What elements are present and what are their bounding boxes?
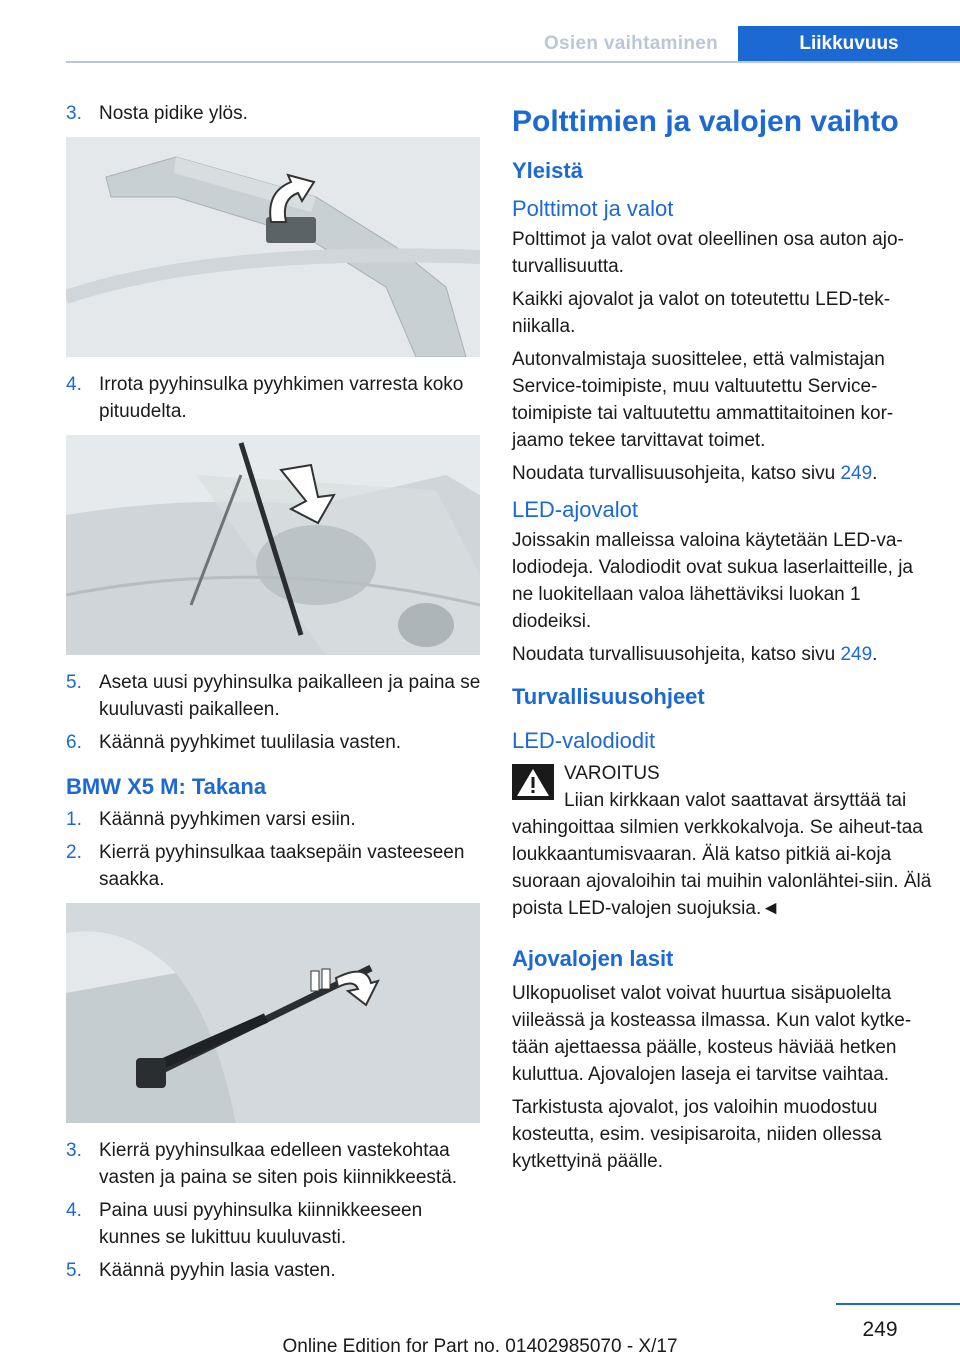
step-text: Käännä pyyhkimet tuulilasia vasten. (99, 732, 402, 753)
text-prefix: Noudata turvallisuusohjeita, katso sivu (512, 463, 841, 484)
step-number: 2. (66, 842, 82, 863)
step-number: 4. (66, 374, 82, 395)
led-paragraph-1: Joissakin malleissa valoina käytetään LED-va-lodiodeja. Valodiodit ovat sukua laserlaitteille, ja ne luokitellaan valoa lähettäviksi luokan 1 diodeiksi. (512, 530, 914, 632)
list-item (66, 1197, 482, 1251)
text-suffix: . (872, 644, 878, 665)
page-header (0, 0, 960, 62)
list-item (66, 669, 482, 723)
step-text: Irrota pyyhinsulka pyyhkimen varresta koko pituudelta. (99, 374, 464, 422)
list-item (66, 100, 482, 127)
bulbs-paragraph-3: Autonvalmistaja suosittelee, että valmistajan Service-toimipiste, muu valtuutettu Service-toimipiste tai valtuutettu ammattitaitoinen kor-jaamo tekee tarvittavat toimet. (512, 349, 894, 451)
text-prefix: Noudata turvallisuusohjeita, katso sivu (512, 644, 841, 665)
list-item (66, 1257, 482, 1284)
footer-rule (836, 1303, 960, 1305)
header-rule (66, 61, 960, 63)
step-text: Paina uusi pyyhinsulka kiinnikkeeseen kunnes se lukittuu kuuluvasti. (99, 1200, 423, 1248)
list-item (66, 806, 482, 833)
step-text: Käännä pyyhin lasia vasten. (99, 1260, 336, 1281)
chapter-title: Polttimien ja valojen vaihto (512, 105, 899, 138)
right-column (512, 100, 932, 1181)
lenses-paragraph-1: Ulkopuoliset valot voivat huurtua sisäpuolelta viileässä ja kosteassa ilmassa. Kun valot kytke-tään ajettaessa päälle, kosteus häviää hetken kuluttua. Ajovalojen laseja ei tarvitse vaihtaa. (512, 983, 912, 1085)
diodes-heading: LED-valodiodit (512, 728, 656, 753)
steps-a (66, 100, 482, 127)
list-item (66, 371, 482, 425)
led-heading: LED-ajovalot (512, 497, 638, 522)
warning-block (512, 760, 932, 922)
step-number: 5. (66, 672, 82, 693)
left-column (66, 100, 482, 1290)
figure-wiper-removal (66, 435, 480, 655)
warning-text: vahingoittaa silmien verkkokalvoja. Se aiheut-taa loukkaantumisvaaran. Älä katso pitkiä ai-koja suoraan ajovaloihin tai muihin valonlähtei-siin. Älä poista LED-valojen suojuksia.◄ (512, 817, 932, 919)
list-item (66, 839, 482, 893)
step-number: 1. (66, 809, 82, 830)
figure-rear-wiper (66, 903, 480, 1123)
warning-line-1: Liian kirkkaan valot saattavat ärsyttää tai (564, 790, 907, 811)
step-number: 5. (66, 1260, 82, 1281)
lenses-heading: Ajovalojen lasit (512, 946, 674, 971)
rear-heading: BMW X5 M: Takana (66, 774, 267, 799)
bulbs-heading: Polttimot ja valot (512, 196, 674, 221)
step-number: 6. (66, 732, 82, 753)
steps-b (66, 371, 482, 425)
header-chapter-tab[interactable]: Liikkuvuus (738, 26, 960, 62)
warning-label: VAROITUS (564, 763, 660, 784)
general-heading: Yleistä (512, 158, 583, 183)
step-number: 3. (66, 1140, 82, 1161)
steps-d (66, 806, 482, 893)
bulbs-paragraph-4 (512, 460, 932, 487)
text-suffix: . (872, 463, 878, 484)
page-link[interactable]: 249 (840, 644, 873, 665)
windshield-wiper-illustration (66, 435, 480, 655)
step-number: 4. (66, 1200, 82, 1221)
steps-c (66, 669, 482, 756)
step-text: Nosta pidike ylös. (99, 103, 248, 124)
figure-wiper-holder (66, 137, 480, 357)
page-link[interactable]: 249 (840, 463, 873, 484)
step-text: Aseta uusi pyyhinsulka paikalleen ja paina se kuuluvasti paikalleen. (99, 672, 481, 720)
rear-wiper-illustration (66, 903, 480, 1123)
step-number: 3. (66, 103, 82, 124)
list-item (66, 729, 482, 756)
step-text: Kierrä pyyhinsulkaa taaksepäin vasteeseen saakka. (99, 842, 465, 890)
bulbs-paragraph-2: Kaikki ajovalot ja valot on toteutettu LED-tek-niikalla. (512, 289, 891, 337)
lenses-paragraph-2: Tarkistusta ajovalot, jos valoihin muodostuu kosteutta, esim. vesipisaroita, niiden ollessa kytkettyinä päälle. (512, 1097, 882, 1172)
safety-heading: Turvallisuusohjeet (512, 684, 705, 709)
wiper-holder-illustration (66, 137, 480, 357)
page-number: 249 (862, 1318, 898, 1341)
list-item (66, 1137, 482, 1191)
led-paragraph-2 (512, 641, 932, 668)
warning-triangle-icon (512, 764, 554, 800)
steps-e (66, 1137, 482, 1284)
edition-footer: Online Edition for Part no. 01402985070 - X/17 (282, 1336, 678, 1357)
step-text: Kierrä pyyhinsulkaa edelleen vastekohtaa vasten ja paina se siten pois kiinnikkeestä. (99, 1140, 458, 1188)
bulbs-paragraph-1: Polttimot ja valot ovat oleellinen osa auton ajo-turvallisuutta. (512, 229, 904, 277)
header-section-tab[interactable]: Osien vaihtaminen (543, 33, 719, 54)
step-text: Käännä pyyhkimen varsi esiin. (99, 809, 356, 830)
